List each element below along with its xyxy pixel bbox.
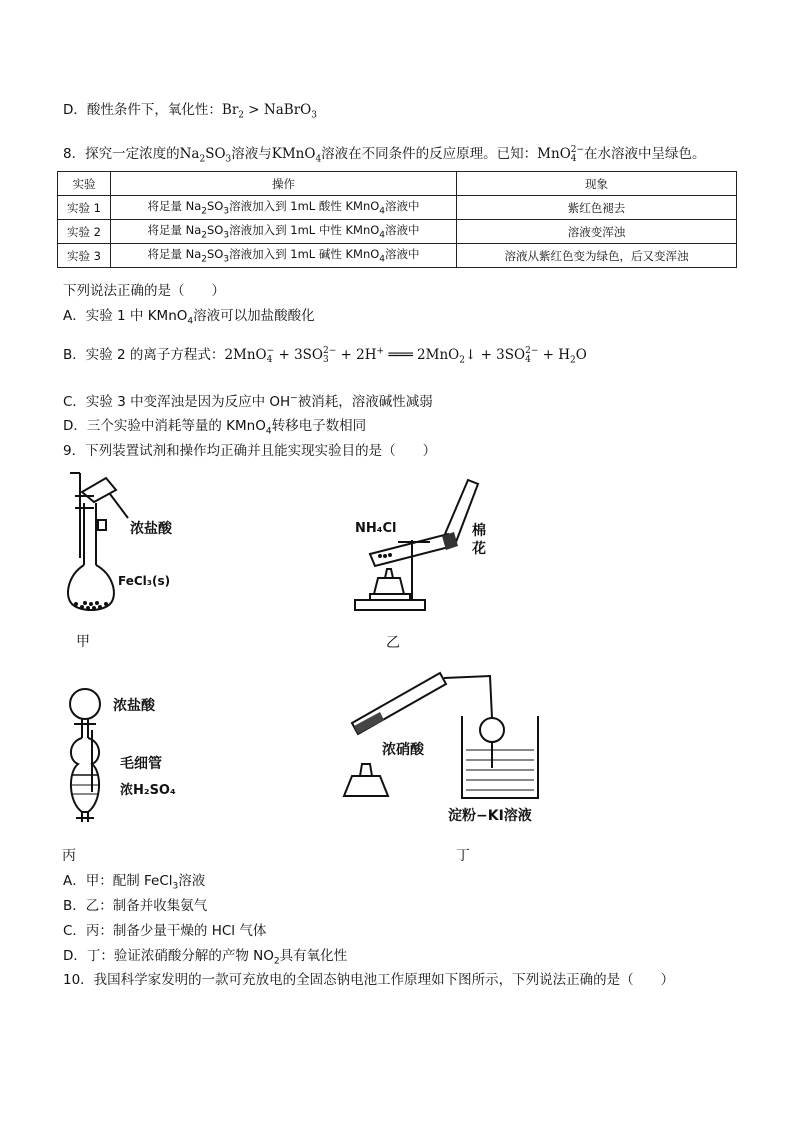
table-cell-result: 溶液变浑浊 xyxy=(457,220,737,244)
q8-stem: 8．探究一定浓度的$Na_2SO_3$溶液与KMnO$_4$溶液在不同条件的反应原理。已知：MnO 2− 4 在水溶液中呈绿色。 xyxy=(63,144,706,165)
q9-option-c: C．丙：制备少量干燥的 HCl 气体 xyxy=(63,923,267,939)
label-nh4cl: NH₄Cl xyxy=(355,521,397,536)
caption-jia: 甲 xyxy=(76,634,90,650)
ionic-equation: 2MnO − 4 + 3SO 2− 3 + 2H+ ═══ 2MnO$_2$↓ + 3SO 2− 4 + $H_2O$ xyxy=(224,345,587,366)
table-cell-exp: 实验 3 xyxy=(58,244,111,268)
table-cell-result: 紫红色褪去 xyxy=(457,196,737,220)
q7-option-d: D．酸性条件下，氧化性：$Br_2$ > NaBrO$_3$ xyxy=(63,102,317,121)
table-row xyxy=(58,244,737,268)
q9-stem: 9．下列装置试剂和操作均正确并且能实现实验目的是（ ） xyxy=(63,443,437,459)
table-header: 现象 xyxy=(457,172,737,196)
label-cotton-1: 棉 xyxy=(472,523,486,539)
table-cell-op: 将足量 $Na_2SO_3$溶液加入到 1mL 中性 KMnO$_4$溶液中 xyxy=(111,220,457,244)
label-h2so4: 浓H₂SO₄ xyxy=(120,783,176,798)
caption-ding: 丁 xyxy=(456,848,470,864)
label-cotton-2: 花 xyxy=(472,541,486,557)
label-starch-ki: 淀粉−KI溶液 xyxy=(448,808,532,824)
q8-option-d: D．三个实验中消耗等量的 KMnO$_4$转移电子数相同 xyxy=(63,418,367,437)
q8-prompt: 下列说法正确的是（ ） xyxy=(63,283,225,299)
caption-yi: 乙 xyxy=(386,635,400,651)
table-row xyxy=(58,220,737,244)
q10-stem: 10．我国科学家发明的一款可充放电的全固态钠电池工作原理如下图所示，下列说法正确的是（ ） xyxy=(63,972,675,988)
formula-br2: $Br_2$ > NaBrO$_3$ xyxy=(221,102,317,121)
label-conc-hcl: 浓盐酸 xyxy=(130,521,172,537)
q9-option-b: B．乙：制备并收集氨气 xyxy=(63,898,208,914)
q8-option-a: A．实验 1 中 KMnO$_4$溶液可以加盐酸酸化 xyxy=(63,308,315,327)
experiment-table xyxy=(57,171,737,268)
q9-option-a: A．甲：配制 FeCl$_3$溶液 xyxy=(63,873,206,892)
label-conc-hno3: 浓硝酸 xyxy=(382,742,424,758)
figure-jia xyxy=(58,468,198,618)
table-cell-result: 溶液从紫红色变为绿色，后又变浑浊 xyxy=(457,244,737,268)
table-cell-exp: 实验 2 xyxy=(58,220,111,244)
q8-option-b: B．实验 2 的离子方程式：2MnO − 4 + 3SO 2− 3 + 2H+ ═══ 2MnO$_2$↓ + 3SO 2− 4 + $H_2O$ xyxy=(63,345,587,366)
figure-ding xyxy=(340,668,570,833)
table-header: 操作 xyxy=(111,172,457,196)
figure-yi xyxy=(350,470,510,620)
table-row xyxy=(58,196,737,220)
caption-bing: 丙 xyxy=(62,848,76,864)
table-header: 实验 xyxy=(58,172,111,196)
table-cell-op: 将足量 $Na_2SO_3$溶液加入到 1mL 酸性 KMnO$_4$溶液中 xyxy=(111,196,457,220)
q8-option-c: C．实验 3 中变浑浊是因为反应中 OH−被消耗，溶液碱性减弱 xyxy=(63,393,433,410)
table-header-row xyxy=(58,172,737,196)
label-fecl3: FeCl₃(s) xyxy=(118,574,171,588)
figure-bing xyxy=(58,682,208,832)
label-conc-hcl: 浓盐酸 xyxy=(113,698,155,714)
label-capillary: 毛细管 xyxy=(120,756,162,772)
q9-option-d: D．丁：验证浓硝酸分解的产物 $NO_2$具有氧化性 xyxy=(63,948,348,967)
table-cell-exp: 实验 1 xyxy=(58,196,111,220)
table-cell-op: 将足量 $Na_2SO_3$溶液加入到 1mL 碱性 KMnO$_4$溶液中 xyxy=(111,244,457,268)
